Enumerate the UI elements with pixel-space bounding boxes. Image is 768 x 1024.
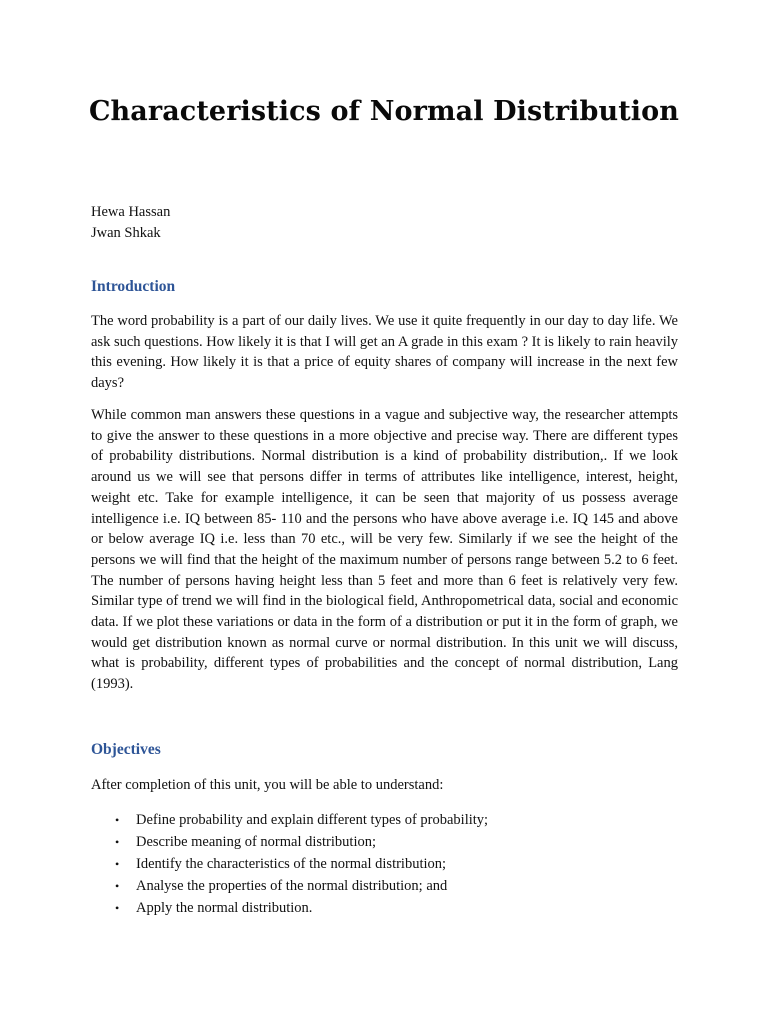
list-item-text: Apply the normal distribution. (136, 900, 313, 916)
objectives-list (91, 809, 678, 919)
list-item-text: Define probability and explain different types of probability; (136, 812, 489, 828)
document-title: Characteristics of Normal Distribution (88, 96, 680, 127)
list-item (91, 875, 678, 897)
bullet-icon: • (115, 879, 120, 893)
introduction-paragraph-1: The word probability is a part of our daily lives. We use it quite frequently in our day to day life. We ask such questions. How likely it is that I will get an A grade in this exam ? It is likely to rain heavily this evening. How likely it is that a price of equity shares of company will increase in the next few days? (91, 313, 678, 392)
objectives-intro: After completion of this unit, you will be able to understand: (91, 777, 444, 793)
author-list (91, 202, 170, 244)
author-name: Jwan Shkak (91, 225, 161, 241)
introduction-paragraph-2: While common man answers these questions in a vague and subjective way, the researcher attempts to give the answer to these questions in a more objective and precise way. There are different types of probability distributions. Normal distribution is a kind of probability distribution,. If we look around us we will see that persons differ in terms of attributes like intelligence, interest, height, weight etc. Take for example intelligence, it can be seen that majority of us possess average intelligence i.e. IQ between 85- 110 and the persons who have above average i.e. IQ 145 and above or below average IQ i.e. less than 70 etc., will be very few. Similarly if we see the height of the persons we will find that the height of the maximum number of persons range between 5.2 to 6 feet. The number of persons having height less than 5 feet and more than 6 feet is relatively very few. Similar type of trend we will find in the biological field, Anthropometrical data, social and economic data. If we plot these variations or data in the form of a distribution or put it in the form of graph, we would get distribution known as normal curve or normal distribution. In this unit we will discuss, what is probability, different types of probabilities and the concept of normal distribution, Lang (1993). (91, 407, 678, 693)
list-item-text: Identify the characteristics of the normal distribution; (136, 856, 447, 872)
bullet-icon: • (115, 813, 120, 827)
bullet-icon: • (115, 901, 120, 915)
list-item-text: Describe meaning of normal distribution; (136, 834, 377, 850)
list-item (91, 809, 678, 831)
bullet-icon: • (115, 857, 120, 871)
list-item-text: Analyse the properties of the normal distribution; and (136, 878, 448, 894)
list-item (91, 897, 678, 919)
list-item (91, 831, 678, 853)
list-item (91, 853, 678, 875)
bullet-icon: • (115, 835, 120, 849)
objectives-heading: Objectives (91, 741, 161, 758)
author-name: Hewa Hassan (91, 204, 171, 220)
introduction-heading: Introduction (91, 278, 176, 295)
